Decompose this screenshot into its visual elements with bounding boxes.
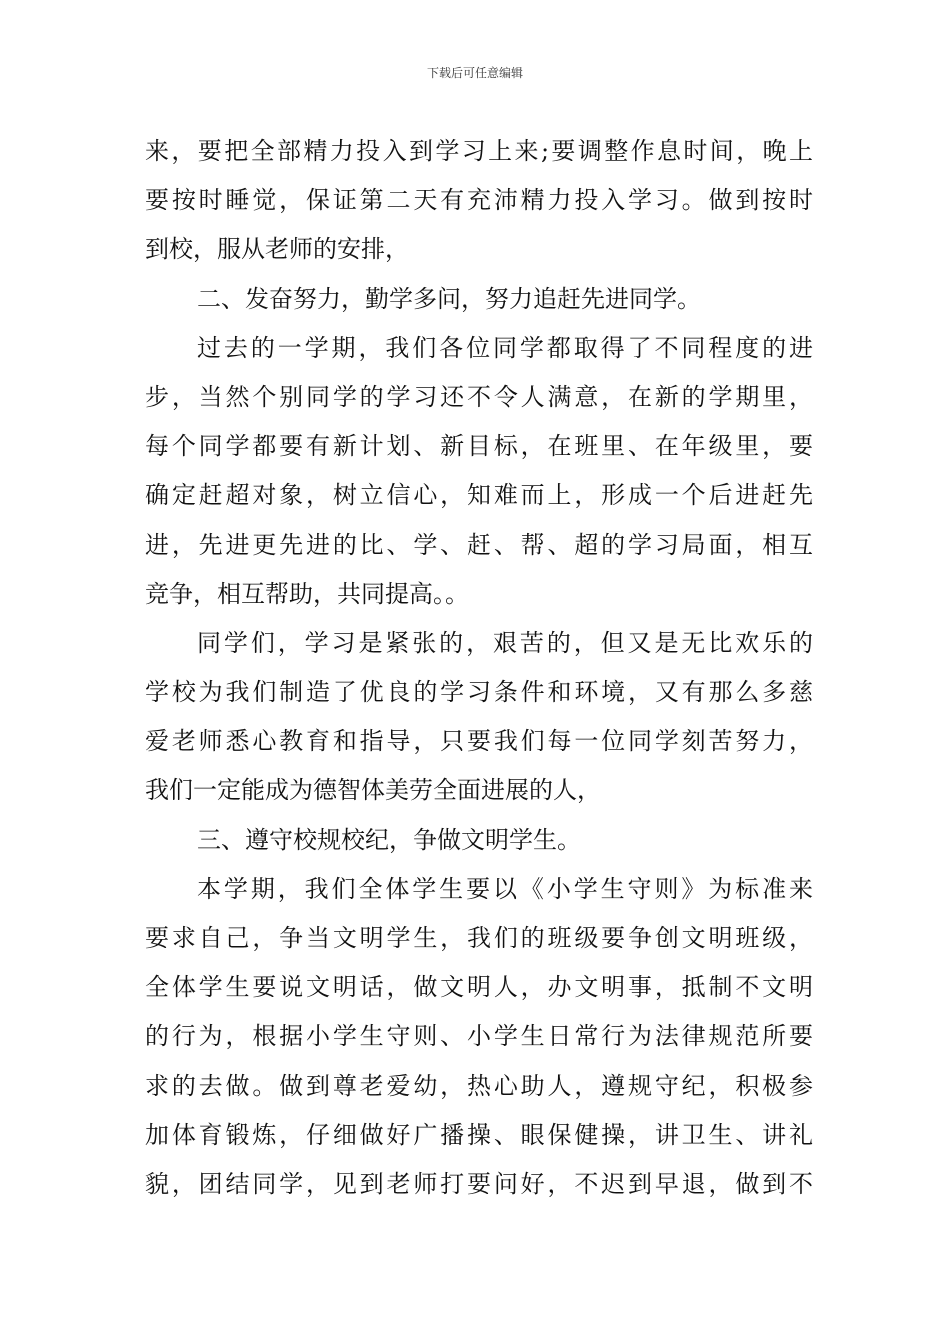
document-body <box>145 127 813 1209</box>
body-line: 求的去做。做到尊老爱幼，热心助人，遵规守纪，积极参 <box>145 1071 813 1100</box>
body-line: 要按时睡觉，保证第二天有充沛精力投入学习。做到按时 <box>145 186 813 215</box>
body-line: 过去的一学期，我们各位同学都取得了不同程度的进 <box>197 333 813 362</box>
body-line: 貌，团结同学，见到老师打要问好，不迟到早退，做到不 <box>145 1169 813 1198</box>
body-line: 全体学生要说文明话，做文明人，办文明事，抵制不文明 <box>145 973 813 1002</box>
body-line: 竞争，相互帮助，共同提高。。 <box>145 579 469 608</box>
body-line: 来，要把全部精力投入到学习上来;要调整作息时间，晚上 <box>145 137 813 165</box>
body-line: 我们一定能成为德智体美劳全面进展的人， <box>145 776 601 805</box>
body-line: 本学期，我们全体学生要以《小学生守则》为标准来 <box>197 874 813 903</box>
body-line: 到校，服从老师的安排， <box>145 235 409 264</box>
body-line: 同学们，学习是紧张的，艰苦的，但又是无比欢乐的 <box>197 628 813 657</box>
body-line: 的行为，根据小学生守则、小学生日常行为法律规范所要 <box>145 1022 813 1051</box>
body-line: 步，当然个别同学的学习还不令人满意，在新的学期里， <box>145 382 813 411</box>
body-line: 要求自己，争当文明学生，我们的班级要争创文明班级， <box>145 924 813 952</box>
body-line: 学校为我们制造了优良的学习条件和环境，又有那么多慈 <box>145 678 813 707</box>
body-line: 确定赶超对象，树立信心，知难而上，形成一个后进赶先 <box>145 481 813 510</box>
body-line: 爱老师悉心教育和指导，只要我们每一位同学刻苦努力， <box>145 727 813 756</box>
page-header: 下载后可任意编辑 <box>426 66 523 80</box>
section-heading: 二、发奋努力，勤学多问，努力追赶先进同学。 <box>197 284 701 313</box>
body-line: 进，先进更先进的比、学、赶、帮、超的学习局面，相互 <box>145 530 813 559</box>
body-line: 加体育锻炼，仔细做好广播操、眼保健操，讲卫生、讲礼 <box>145 1120 813 1149</box>
body-line: 每个同学都要有新计划、新目标，在班里、在年级里，要 <box>145 432 813 461</box>
section-heading: 三、遵守校规校纪，争做文明学生。 <box>197 825 581 854</box>
